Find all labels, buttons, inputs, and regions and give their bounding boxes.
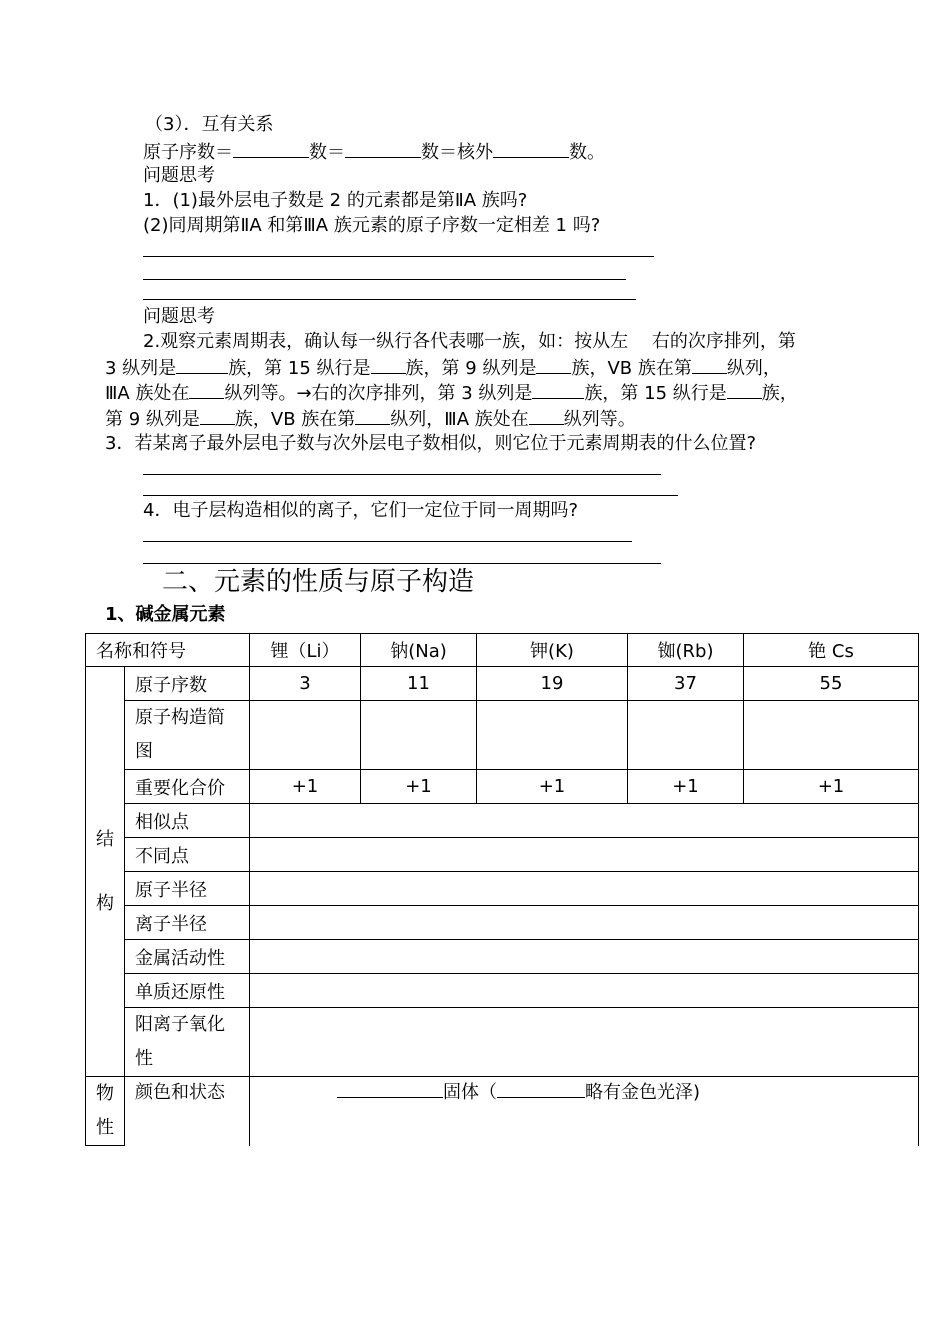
value-cell: 55 xyxy=(744,667,919,701)
header-cell: 钠(Na) xyxy=(361,634,477,667)
header-cell: 名称和符号 xyxy=(86,634,250,667)
row-label-line: 原子构造简 xyxy=(135,707,225,728)
answer-line[interactable] xyxy=(143,256,654,257)
input-cell[interactable] xyxy=(250,838,919,872)
blank-nuclear-charge[interactable] xyxy=(345,139,421,158)
table-row xyxy=(86,940,919,974)
header-cell: 钾(K) xyxy=(477,634,628,667)
row-label: 离子半径 xyxy=(125,906,250,940)
answer-line[interactable] xyxy=(143,299,636,300)
input-cell[interactable] xyxy=(477,701,628,770)
value-cell: +1 xyxy=(744,770,919,804)
row-label: 单质还原性 xyxy=(125,974,250,1008)
row-label: 不同点 xyxy=(125,838,250,872)
table-row xyxy=(86,701,919,770)
blank[interactable] xyxy=(727,380,762,399)
answer-line[interactable] xyxy=(143,474,661,475)
table-row xyxy=(86,872,919,906)
formula-part2: 数＝ xyxy=(309,142,345,163)
blank[interactable] xyxy=(200,406,235,425)
q2-text: 族，第 9 纵列是 xyxy=(405,358,537,379)
value-cell: +1 xyxy=(250,770,361,804)
row-label: 金属活动性 xyxy=(125,940,250,974)
color-state-text: 略有金色光泽) xyxy=(585,1082,701,1103)
subsection1-title: 1、碱金属元素 xyxy=(105,604,226,625)
q2-text: 族，ⅤB 族在第 xyxy=(234,409,356,430)
row-label xyxy=(125,1008,250,1077)
row-label-line: 性 xyxy=(135,1048,153,1069)
value-cell: 37 xyxy=(628,667,744,701)
blank-proton[interactable] xyxy=(233,139,309,158)
value-cell: 11 xyxy=(361,667,477,701)
group-char: 结 xyxy=(96,828,114,850)
structure-group-cell xyxy=(86,667,125,1077)
color-state-text: 固体（ xyxy=(443,1082,497,1103)
question-2-line4 xyxy=(105,406,636,432)
q2-text: 族，第 15 纵行是 xyxy=(228,358,371,379)
blank[interactable] xyxy=(189,380,224,399)
table-row xyxy=(86,667,919,701)
section2-title: 二、元素的性质与原子构造 xyxy=(162,567,475,597)
question-2-line2 xyxy=(105,355,781,381)
q2-text: 纵列等。→右的次序排列，第 3 纵列是 xyxy=(224,383,533,404)
row-label: 颜色和状态 xyxy=(125,1077,250,1146)
table-row xyxy=(86,770,919,804)
header-cell: 锂（Li） xyxy=(250,634,361,667)
blank[interactable] xyxy=(532,380,584,399)
answer-line[interactable] xyxy=(143,563,661,564)
value-cell: +1 xyxy=(477,770,628,804)
blank[interactable] xyxy=(176,355,228,374)
header-cell: 铷(Rb) xyxy=(628,634,744,667)
group-char: 性 xyxy=(96,1117,114,1138)
question-2-line1: 2.观察元素周期表，确认每一纵行各代表哪一族，如：按从左 右的次序排列，第 xyxy=(143,331,796,352)
row-label xyxy=(125,701,250,770)
input-cell[interactable] xyxy=(628,701,744,770)
q2-text: 族，ⅤB 族在第 xyxy=(571,358,692,379)
table-row xyxy=(86,804,919,838)
blank-electron[interactable] xyxy=(493,139,569,158)
table-row xyxy=(86,906,919,940)
formula-part4: 数。 xyxy=(569,142,605,163)
question-3: 3．若某离子最外层电子数与次外层电子数相似，则它位于元素周期表的什么位置? xyxy=(105,433,757,454)
input-cell[interactable] xyxy=(250,940,919,974)
row-label-line: 阳离子氧化 xyxy=(135,1014,225,1035)
q2-text: 纵列， xyxy=(726,358,781,379)
question-2-line3 xyxy=(105,380,798,406)
table-row xyxy=(86,838,919,872)
blank[interactable] xyxy=(355,406,390,425)
formula-line xyxy=(143,139,605,165)
input-cell[interactable] xyxy=(361,701,477,770)
color-state-cell xyxy=(250,1077,919,1146)
blank[interactable] xyxy=(536,355,571,374)
think-label-1: 问题思考 xyxy=(143,165,215,186)
row-label-line: 图 xyxy=(135,741,153,762)
input-cell[interactable] xyxy=(744,701,919,770)
q2-text: 族， xyxy=(761,383,798,404)
value-cell: +1 xyxy=(361,770,477,804)
table-row xyxy=(86,1008,919,1077)
q2-text: 纵列，ⅢA 族处在 xyxy=(390,409,529,430)
input-cell[interactable] xyxy=(250,906,919,940)
row-label: 重要化合价 xyxy=(125,770,250,804)
group-char: 物 xyxy=(96,1083,114,1104)
question-1b: (2)同周期第ⅡA 和第ⅢA 族元素的原子序数一定相差 1 吗? xyxy=(143,215,601,236)
row-label: 相似点 xyxy=(125,804,250,838)
formula-part3: 数＝核外 xyxy=(421,142,493,163)
q2-text: 第 9 纵列是 xyxy=(105,409,200,430)
header-cell: 铯 Cs xyxy=(744,634,919,667)
group-char: 构 xyxy=(96,892,114,914)
question-1a: 1．(1)最外层电子数是 2 的元素都是第ⅡA 族吗? xyxy=(143,190,528,211)
q2-text: ⅢA 族处在 xyxy=(105,383,190,404)
blank[interactable] xyxy=(337,1079,443,1098)
input-cell[interactable] xyxy=(250,804,919,838)
answer-line[interactable] xyxy=(143,279,626,280)
value-cell: 3 xyxy=(250,667,361,701)
alkali-metal-table xyxy=(85,633,919,1146)
input-cell[interactable] xyxy=(250,701,361,770)
value-cell: 19 xyxy=(477,667,628,701)
section3-title: （3）．互有关系 xyxy=(145,114,274,135)
blank[interactable] xyxy=(371,355,406,374)
q2-text: 族，第 15 纵行是 xyxy=(584,383,727,404)
table-header-row xyxy=(86,634,919,667)
blank[interactable] xyxy=(692,355,727,374)
q2-text: 3 纵列是 xyxy=(105,358,177,379)
physical-group-cell xyxy=(86,1077,125,1146)
q2-text: 纵列等。 xyxy=(563,409,636,430)
answer-line[interactable] xyxy=(143,541,632,542)
formula-part1: 原子序数＝ xyxy=(143,142,233,163)
blank[interactable] xyxy=(529,406,564,425)
input-cell[interactable] xyxy=(250,974,919,1008)
blank[interactable] xyxy=(497,1079,585,1098)
row-label: 原子半径 xyxy=(125,872,250,906)
value-cell: +1 xyxy=(628,770,744,804)
question-4: 4．电子层构造相似的离子，它们一定位于同一周期吗? xyxy=(143,500,579,521)
table-row xyxy=(86,1077,919,1146)
input-cell[interactable] xyxy=(250,1008,919,1077)
think-label-2: 问题思考 xyxy=(143,306,215,327)
row-label: 原子序数 xyxy=(125,667,250,701)
table-row xyxy=(86,974,919,1008)
input-cell[interactable] xyxy=(250,872,919,906)
answer-line[interactable] xyxy=(143,495,678,496)
